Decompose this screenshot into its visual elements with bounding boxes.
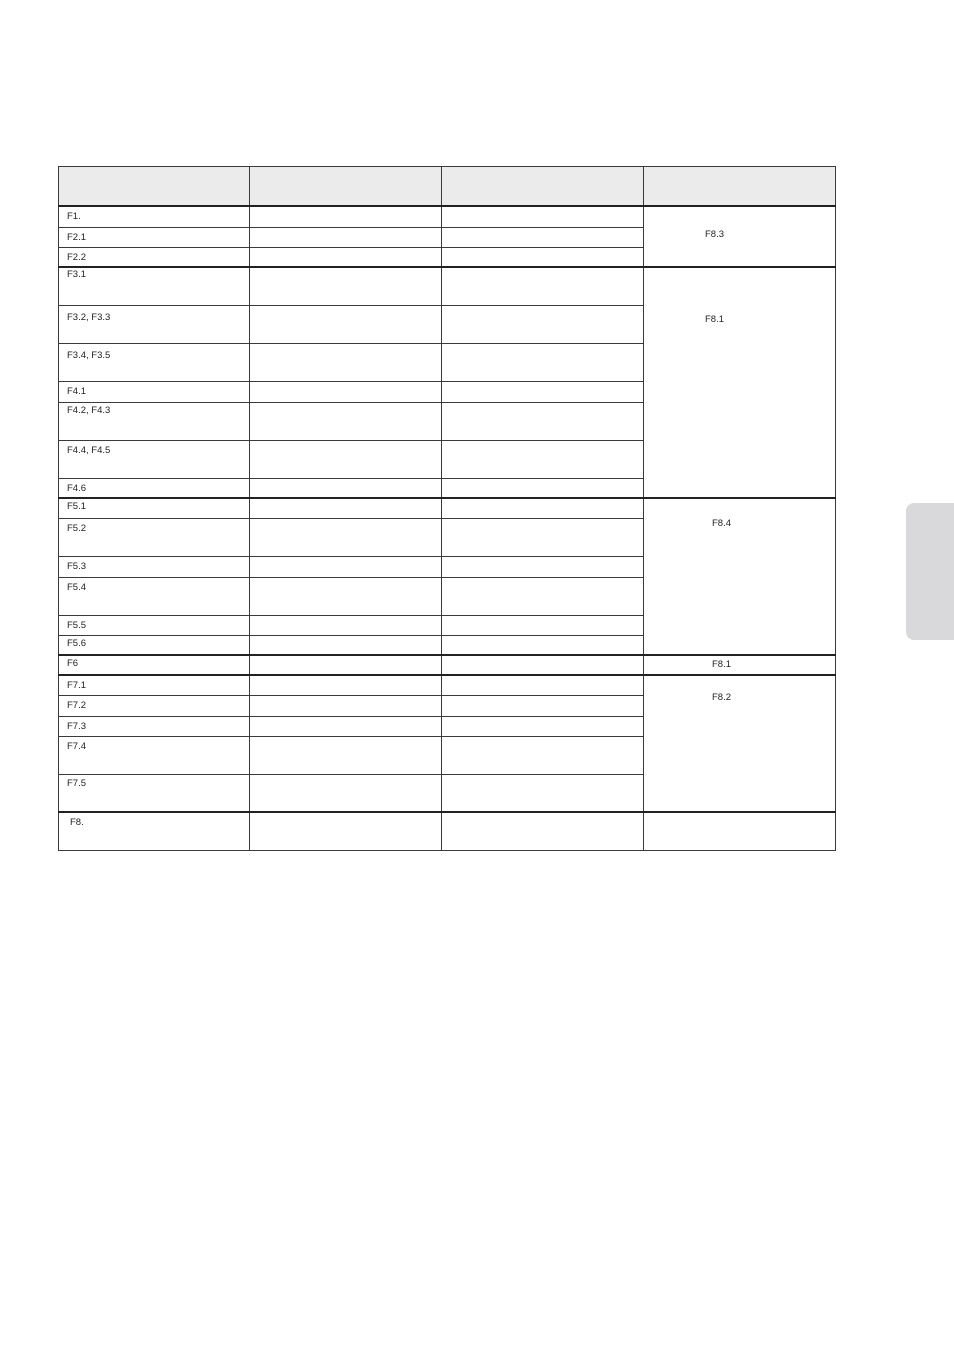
row-code-f5-1: F5.1: [59, 498, 250, 518]
row-code-f3-2: F3.2, F3.3: [59, 305, 250, 343]
row-code-f4-4: F4.4, F4.5: [59, 440, 250, 478]
table-header-row: [59, 167, 836, 207]
row-code-f5-6: F5.6: [59, 635, 250, 655]
row-code-f6: F6: [59, 655, 250, 675]
group-ref-f8-3: F8.3: [705, 229, 725, 240]
row-code-f5-3: F5.3: [59, 556, 250, 577]
header-cell-1: [59, 167, 250, 207]
row-code-f7-5: F7.5: [59, 774, 250, 812]
header-cell-4: [644, 167, 836, 207]
row-code-f7-4: F7.4: [59, 736, 250, 774]
row-code-f4-2: F4.2, F4.3: [59, 402, 250, 440]
group-ref-f8-2: F8.2: [712, 692, 732, 703]
header-cell-3: [442, 167, 644, 207]
side-thumb-tab: [906, 503, 954, 640]
row-code-f5-2: F5.2: [59, 518, 250, 556]
row-code-f5-4: F5.4: [59, 577, 250, 615]
row-code-f7-1: F7.1: [59, 675, 250, 695]
row-code-f5-5: F5.5: [59, 615, 250, 635]
group-ref-f8-4: F8.4: [712, 518, 732, 529]
group-ref-cell: [644, 498, 836, 655]
reference-table: [58, 166, 836, 851]
table-row: [59, 206, 836, 227]
group-ref-cell: [644, 655, 836, 675]
row-code-f7-3: F7.3: [59, 716, 250, 736]
table-row: [59, 675, 836, 695]
row-code-f1: F1.: [59, 206, 250, 227]
group-ref-cell: [644, 675, 836, 812]
table-row: [59, 655, 836, 675]
row-code-f7-2: F7.2: [59, 695, 250, 716]
group-ref-f8-1: F8.1: [705, 314, 725, 325]
group-ref-cell: [644, 206, 836, 267]
group-ref-cell: [644, 267, 836, 498]
row-code-f3-1: F3.1: [59, 267, 250, 305]
row-code-f3-4: F3.4, F3.5: [59, 343, 250, 381]
table-row: [59, 812, 836, 850]
row-code-f2-1: F2.1: [59, 227, 250, 247]
row-code-f4-1: F4.1: [59, 381, 250, 402]
row-code-f2-2: F2.2: [59, 247, 250, 267]
table-row: [59, 267, 836, 305]
row-code-f4-6: F4.6: [59, 478, 250, 498]
header-cell-2: [250, 167, 442, 207]
table-row: [59, 498, 836, 518]
group-ref-f8-1-single: F8.1: [712, 659, 732, 670]
row-code-f8: F8.: [59, 812, 250, 850]
